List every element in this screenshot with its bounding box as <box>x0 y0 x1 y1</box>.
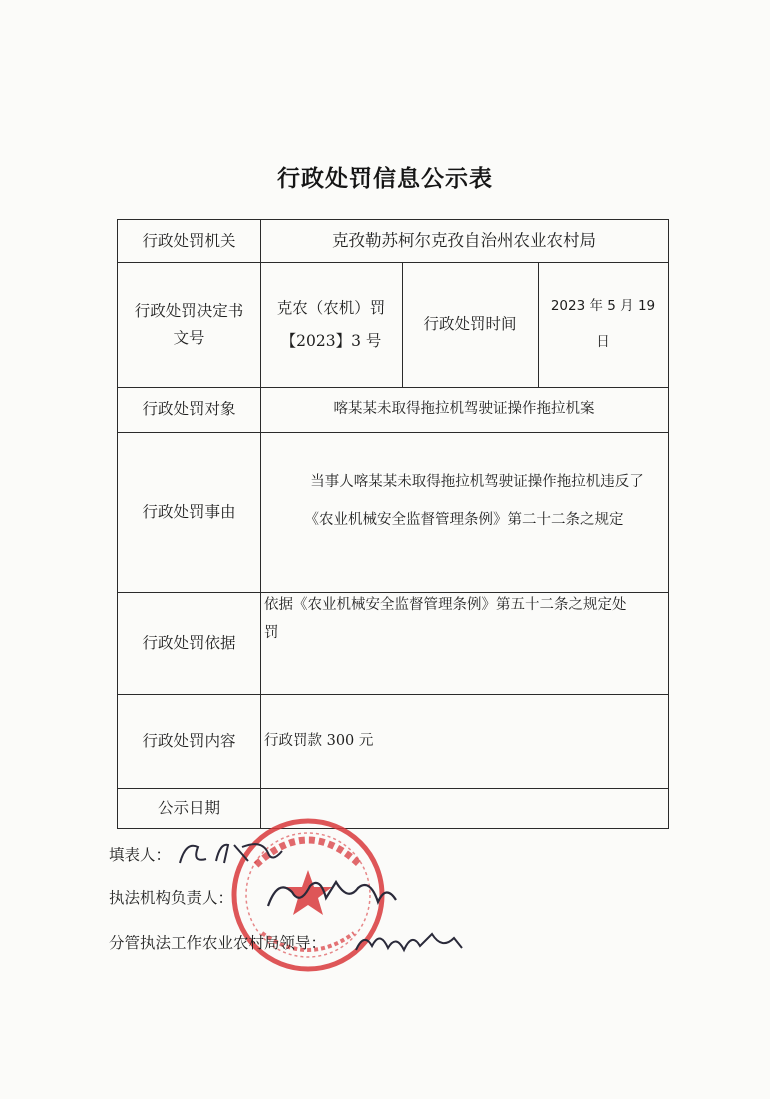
authority-label: 行政处罚机关 <box>142 231 236 250</box>
decision-doc-number-label-line2: 文号 <box>173 328 205 347</box>
leader-signature <box>350 922 470 962</box>
penalty-info-table <box>117 219 669 829</box>
penalty-time-value-line2: 日 <box>596 333 610 350</box>
supervising-leader-label: 分管执法工作农业农村局领导： <box>109 934 327 952</box>
penalty-time-value-line1: 2023 年 5 月 19 <box>550 298 656 315</box>
agency-head-label: 执法机构负责人： <box>109 889 234 907</box>
target-value: 喀某某未取得拖拉机驾驶证操作拖拉机案 <box>333 401 595 418</box>
agency-head-signature <box>262 872 402 920</box>
basis-value <box>260 592 668 694</box>
decision-doc-number-value <box>260 262 402 387</box>
authority-value: 克孜勒苏柯尔克孜自治州农业农村局 <box>332 230 596 250</box>
content-value: 行政罚款 300 元 <box>264 732 374 749</box>
penalty-time-label: 行政处罚时间 <box>423 315 517 334</box>
decision-doc-number-value-line2: 【2023】3 号 <box>280 331 382 350</box>
decision-doc-number-label <box>118 262 260 387</box>
reason-value-line1: 当事人喀某某未取得拖拉机驾驶证操作拖拉机违反了 <box>310 474 644 491</box>
form-filler-label: 填表人： <box>109 846 172 864</box>
reason-value <box>260 432 668 592</box>
decision-doc-number-label-line1: 行政处罚决定书 <box>134 302 244 321</box>
reason-value-line2: 《农业机械安全监督管理条例》第二十二条之规定 <box>304 512 624 528</box>
reason-label: 行政处罚事由 <box>142 502 236 521</box>
document-title: 行政处罚信息公示表 <box>277 165 493 192</box>
penalty-time-value <box>538 262 668 387</box>
target-label: 行政处罚对象 <box>142 400 236 419</box>
basis-value-line1: 依据《农业机械安全监督管理条例》第五十二条之规定处 <box>264 597 627 613</box>
content-label: 行政处罚内容 <box>142 731 236 750</box>
filler-signature <box>172 833 302 873</box>
basis-value-line2: 罚 <box>264 624 279 641</box>
decision-doc-number-value-line1: 克农（农机）罚 <box>276 298 386 317</box>
basis-label: 行政处罚依据 <box>142 633 236 652</box>
publish-date-label: 公示日期 <box>157 798 220 817</box>
